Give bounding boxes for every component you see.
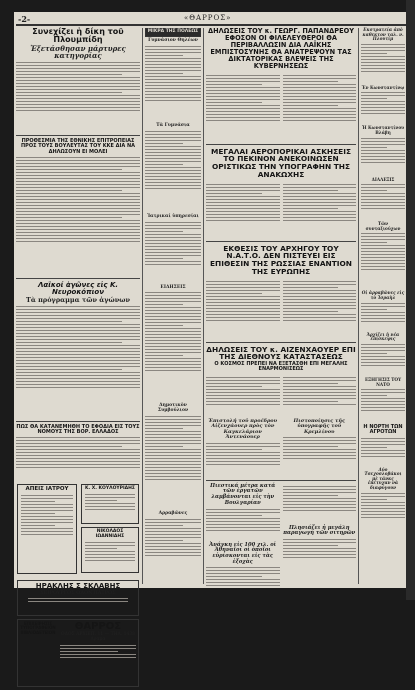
divider (206, 144, 356, 145)
article-columns (206, 182, 356, 238)
divider (206, 342, 356, 343)
article-body (361, 493, 405, 533)
subhead-pensioners: Τῶν συνταξιούχων (365, 221, 401, 231)
ad-body (18, 598, 138, 610)
ad-kouloyridis-title: Κ. Χ. ΚΟΥΛΟΥΡΙΔΗΣ (85, 486, 135, 492)
subhead-news: ΕΙΔΗΣΕΙΣ (160, 284, 186, 290)
headline-supplies: ΠΩΣ ΘΑ ΚΑΤΑΝΕΜΗΘΗ ΤΟ ΕΦΟΔΙΑ ΕΙΣ ΤΟΥΣ ΝΟΜΟΥΣ ΤΗΣ ΒΟΡ. ΕΛΛΑΔΟΣ (16, 423, 140, 435)
article-left (206, 375, 280, 477)
headline-eisenhower: ΔΗΛΩΣΕΙΣ ΤΟΥ κ. ΑΙΖΕΝΧΑΟΥΕΡ ΕΠΙ ΤΗΣ ΔΙΕΘΝΟΥΣ ΚΑΤΑΣΤΑΣΕΩΣ (206, 344, 356, 362)
article-body (16, 437, 140, 481)
ad-tharros-city: Δραμα (90, 636, 106, 642)
ad-tharros-printing (17, 619, 139, 687)
subhead-lecture: ΔΙΑΛΕΞΙΣ (371, 176, 395, 182)
section-title-city: ΜΙΚΡΑ ΤΗΣ ΠΟΛΕΩΣ (147, 29, 199, 34)
article-body (145, 222, 201, 286)
column-2 (145, 28, 201, 579)
subhead-games: Τὰ πρόγραμμα τῶν ἀγώνων (26, 295, 130, 304)
article-body (206, 509, 280, 543)
article-body (206, 279, 280, 339)
headline-ploumbidis: Συνεχίζει ἡ δίκη τοῦ Πλουμπίδη (32, 27, 124, 45)
subhead-grain: Πλησιάζει ἡ μεγάλη παραγωγὴ τῶν σιτηρῶν (283, 524, 356, 537)
article-body (283, 539, 357, 569)
column-rule (203, 28, 204, 584)
subhead-kremlin: Πιστοποίησις τῆς ὑπογραφῆς τοῦ Κρεμλίνου (293, 417, 345, 435)
divider (16, 135, 140, 136)
column-rule (142, 28, 143, 584)
article-body (361, 389, 405, 425)
headline-deadline: ΠΡΟΘΕΣΜΙΑ ΤΗΣ ΕΘΝΙΚΗΣ ΕΠΙΤΡΟΠΕΙΑΣ ΠΡΟΣ ΤΟΥΣ ΒΟΥΛΕΥΤΑΣ ΤΟΥ ΚΚΕ ΔΙΑ ΝΑ ΔΗΛΩΣΟΥΝ ΕΙ ΜΟΛΕΙ (20, 138, 136, 155)
article-body (206, 567, 280, 597)
column-1 (16, 28, 140, 690)
article-columns (206, 73, 356, 141)
article-right (283, 484, 357, 598)
ad-kouloyridis (81, 484, 139, 524)
article-body (283, 486, 357, 526)
article-columns (206, 279, 356, 339)
article-columns (206, 484, 356, 598)
subhead-athenians: Ἀνάγκη εἰς 100 χιλ. οἱ Ἀθηναῖοι οἱ ὁποῖοι εὑρίσκονται εἰς τὰς ἐξοχὰς (209, 541, 277, 565)
masthead: «ΘΑΡΡΟΣ» (184, 14, 232, 22)
adjacent-page-edge (406, 0, 415, 600)
ad-body (82, 542, 138, 574)
ads-row (16, 481, 140, 577)
headline-campaign: Εκστρατεία ἀπὸ καθεκτον ταλ. ν. Πλουτίμ (362, 27, 404, 42)
ad-body (82, 494, 138, 520)
subhead-israel: Οἱ ἀρραβῶνες εἰς τὸ Ἰσραὴλ (361, 290, 405, 301)
headline-air-exercises: ΜΕΓΑΛΑΙ ΑΕΡΟΠΟΡΙΚΑΙ ΑΣΚΗΣΕΙΣ ΤΟ ΠΕΚΙΝΟΝ ΑΝΕΚΟΙΝΩΣΕΝ ΟΡΙΣΤΙΚΩΣ ΤΗΝ ΥΠΟΓΡΑΦΗΝ ΤΗΣ ΑΝΑΚΩΧΗΣ (210, 146, 352, 179)
article-body (145, 46, 201, 124)
article-body (206, 377, 280, 419)
article-body (16, 306, 140, 418)
article-body (206, 182, 280, 238)
article-body (145, 292, 201, 404)
subhead-medical: Ἰατρικαί ὑπηρεσίαι (147, 213, 199, 219)
subhead-czechs: Δύο Τσεχοσλοβάκοι μὲ τάνκς ἐπέτυχαν νὰ διαφύγουν (364, 466, 402, 491)
subhead-letter: Ἐπιστολή τοῦ προέδρου Αἰζενχάουερ πρὸς τὸν Καγκελάριον Ἀντενάουερ (208, 417, 278, 441)
article-left (206, 484, 280, 598)
article-body (16, 157, 140, 275)
divider (16, 421, 140, 422)
article-body (206, 443, 280, 477)
ad-stack (80, 481, 140, 577)
article-body (206, 73, 280, 141)
ad-body (60, 645, 136, 671)
article-body (283, 437, 357, 471)
ad-ioannidis-title: ΝΙΚΟΛΑΟΣ ΙΩΑΝΝΙΔΗΣ (95, 529, 125, 539)
subhead-nato-explain: ΕΞΗΓΗΣΙΣ ΤΟΥ ΝΑΤΟ (364, 376, 402, 387)
subhead-visit: Ἀρχίζει ἡ νέα ἐπίσκεψις (366, 331, 400, 342)
article-body (361, 92, 405, 126)
ad-doctor (17, 484, 77, 574)
article-right (283, 375, 357, 477)
ad-ioannidis (81, 527, 139, 573)
article-body (361, 233, 405, 291)
headline-games: Λαϊκοί ἀγῶνες εἰς Κ. Νευροκόπιον (37, 280, 119, 297)
ad-tharros-type: ΕΠΙΧΕΙΡΗΣΙΣ ΤΥΠΟΓΡΑΦΕΙΟΝ ΒΙΒΛΙΟΔΕΤΕΙΟΝ (20, 621, 56, 635)
divider (206, 241, 356, 242)
subhead-eisenhower: Ο ΚΟΣΜΟΣ ΠΡΕΠΕΙ ΝΑ ΕΞΕΤΑΣΘΗ ΕΠΙ ΜΕΓΑΛΗΣ ΕΝΑΡΜΟΝΙΣΕΩΣ (214, 361, 348, 373)
main-news (206, 28, 356, 597)
subhead-bulgaria: Πιεστικά μέτρα κατά τῶν ἐργατῶν λαμβάνονται εἰς τὴν Βουλγαρίαν (210, 482, 276, 506)
divider (16, 278, 140, 279)
subhead-konstantinos: Ἐν Κωνσταντίνῳ (361, 84, 405, 90)
column-5 (361, 28, 405, 533)
ad-sklavis-title: ΗΡΑΚΛΗΣ Σ ΣΚΛΑΒΗΣ (35, 582, 121, 591)
newspaper-page (14, 12, 406, 642)
article-body (145, 519, 201, 579)
article-columns (206, 375, 356, 477)
subhead-ploumbidis: Ἐξετάσθησαν μάρτυρες κατηγορίας (30, 43, 126, 61)
ad-tharros-title: ΘΑΡΡΟΣ (74, 621, 122, 633)
headline-nato: ΕΚΘΕΣΙΣ ΤΟΥ ΑΡΧΗΓΟΥ ΤΟΥ Ν.Α.Τ.Ο. ΔΕΝ ΠΙΣΤΕΥΕΙ ΕΙΣ ΕΠΙΘΕΣΙΝ ΤΗΣ ΡΩΣΣΙΑΣ ΕΝΑΝΤΙΟΝ ΤΗΣ ΕΥΡΩΠΗΣ (209, 243, 352, 276)
headline-papandreou: ΔΗΛΩΣΕΙΣ ΤΟΥ κ. ΓΕΩΡΓ. ΠΑΠΑΝΔΡΕΟΥ ΕΦΟΣΟΝ ΟΙ ΦΙΛΕΛΕΥΘΕΡΟΙ ΘΑ ΠΕΡΙΒΑΛΛΩΣΙΝ ΔΙΑ ΛΑΪΚΗΣ ΕΜΠΙΣΤΟΣΥΝΗΣ ΘΑ ΑΝΑΤΡΕΨΟΥΝ ΤΑΣ ΔΙΚΤΑΤΟΡΙΚΑΣ ΒΛΕΨΕΙΣ ΤΗΣ ΚΥΒΕΡΝΗΣΕΩΣ (208, 27, 354, 70)
ad-sklavis-subtitle: ΧΕΙΡΟΥΡΓΟΣ ΟΔΟΝΤΙΑΤΡΟΣ (40, 589, 116, 596)
ad-tharros-address: ΟΔΟΣ ΑΡΧΙΕΠ. 11 — ΤΗΛ. 1438 (60, 631, 136, 637)
column-rule (358, 28, 359, 584)
article-body (361, 344, 405, 378)
subhead-gymnasia: Τὰ Γυμνάσια (156, 122, 190, 128)
ad-tharros-right (58, 620, 138, 686)
article-body (283, 73, 357, 141)
article-body (145, 416, 201, 512)
subhead-gymnasium: Γυμνάσιον Θηλέων (148, 37, 198, 43)
article-body (361, 44, 405, 86)
article-body (361, 438, 405, 468)
subhead-farmers: Η ΝΟΡΤΗ ΤΩΝ ΑΓΡΟΤΩΝ (363, 424, 403, 436)
divider (206, 480, 356, 481)
article-body (361, 303, 405, 333)
article-body (16, 62, 140, 132)
ad-tharros-left (18, 620, 58, 686)
ad-doctor-body (18, 495, 76, 565)
subhead-engagements: Αρραβῶνες (158, 511, 188, 517)
ad-sklavis (17, 580, 139, 616)
ad-doctor-title: ΑΠΕΙΣ ΙΑΤΡΟΥ (25, 486, 69, 493)
article-body (283, 377, 357, 419)
header-rule (16, 24, 406, 26)
article-body (361, 138, 405, 178)
article-body (361, 184, 405, 222)
article-body (145, 131, 201, 215)
section-box-city (145, 28, 201, 37)
page-number: -2- (18, 14, 31, 24)
subhead-council: Δημοτικὸν Συμβούλιον (157, 403, 189, 414)
subhead-damage: Ἡ Κωνσταντίνου Βλάβη (361, 125, 405, 136)
article-body (283, 182, 357, 238)
article-body (283, 279, 357, 339)
